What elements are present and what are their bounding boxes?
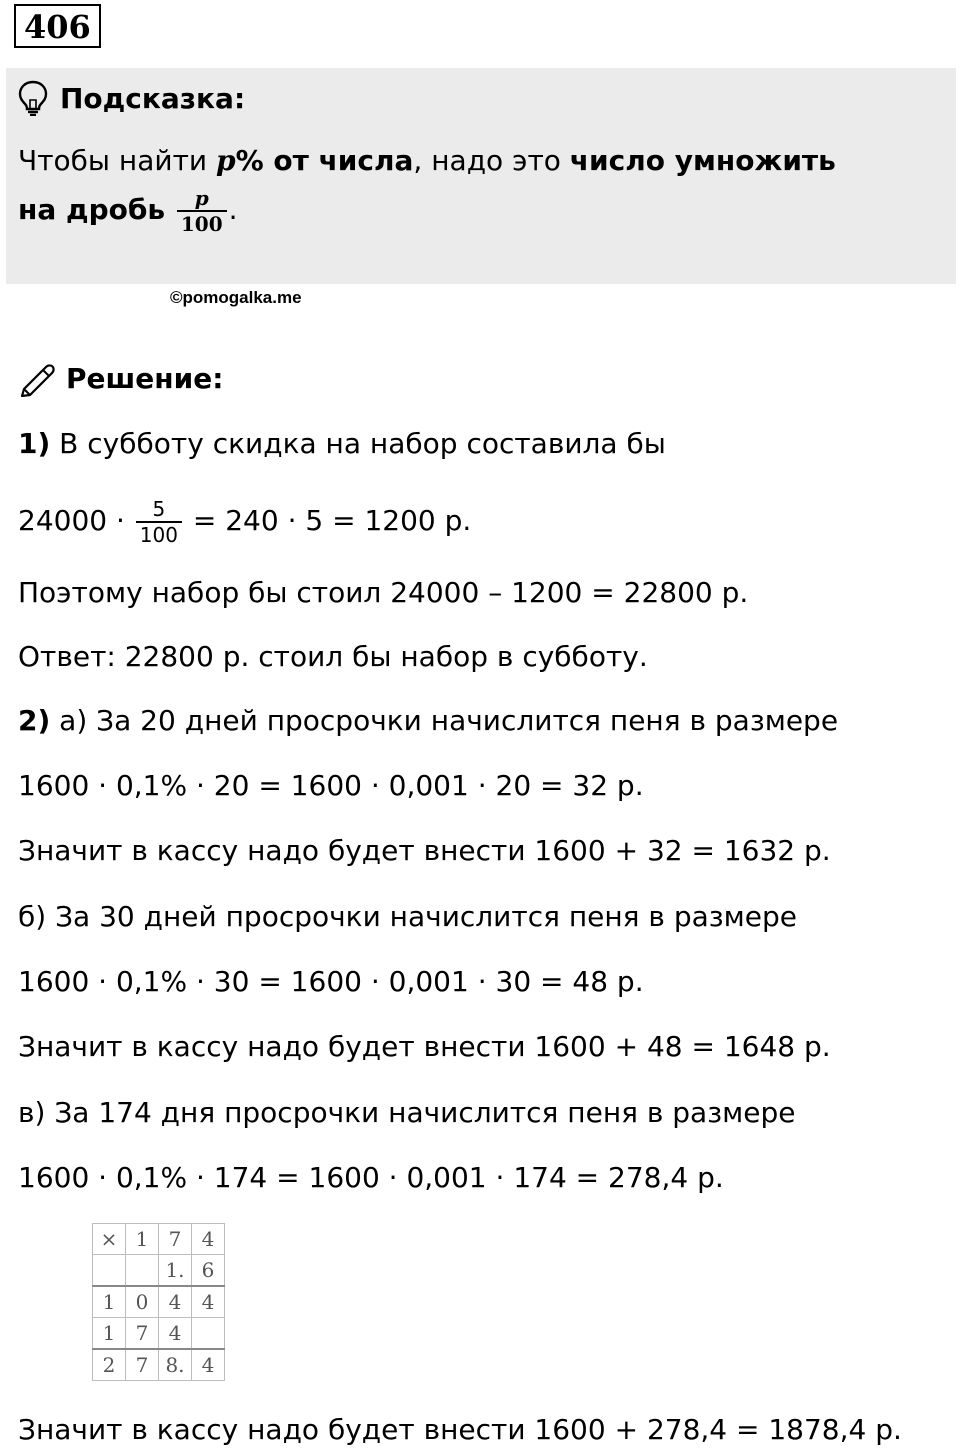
table-cell: 1 xyxy=(93,1318,126,1350)
solution-line-9: 1600 · 0,1% · 30 = 1600 · 0,001 · 30 = 48 р. xyxy=(18,965,644,998)
fraction-denominator: 100 xyxy=(139,523,178,547)
hint-text: . xyxy=(228,193,238,226)
copyright: ©pomogalka.me xyxy=(170,288,302,307)
table-cell: 1 xyxy=(126,1224,159,1255)
table-cell: 4 xyxy=(159,1286,192,1318)
hint-fraction xyxy=(177,186,227,236)
solution-fraction xyxy=(136,497,182,547)
solution-header xyxy=(18,358,223,398)
solution-line-5 xyxy=(18,704,838,738)
fraction-numerator: p xyxy=(177,186,227,212)
hint-bold-text: на дробь xyxy=(18,193,175,226)
hint-title: Подсказка: xyxy=(60,81,246,115)
table-row xyxy=(93,1286,225,1318)
hint-bold-text: число умножить xyxy=(569,144,836,177)
solution-line-1 xyxy=(18,427,666,461)
table-cell xyxy=(192,1318,225,1350)
lightbulb-icon xyxy=(16,80,50,116)
hint-text: Чтобы найти xyxy=(18,144,216,177)
solution-text: а) За 20 дней просрочки начислится пеня в размере xyxy=(50,704,839,737)
table-cell: 7 xyxy=(126,1349,159,1381)
table-cell: 0 xyxy=(126,1286,159,1318)
solution-line-10: Значит в кассу надо будет внести 1600 + 48 = 1648 р. xyxy=(18,1030,831,1063)
hint-text-line-1 xyxy=(18,144,836,177)
hint-bold-text: % от числа xyxy=(235,144,414,177)
table-cell: 1 xyxy=(93,1286,126,1318)
multiplication-table xyxy=(92,1223,225,1381)
task-number: 406 xyxy=(14,4,101,48)
table-cell: 8. xyxy=(159,1349,192,1381)
table-cell: 4 xyxy=(159,1318,192,1350)
table-cell: 2 xyxy=(93,1349,126,1381)
solution-line-4: Ответ: 22800 р. стоил бы набор в субботу. xyxy=(18,640,648,673)
table-row xyxy=(93,1255,225,1287)
table-cell xyxy=(93,1255,126,1287)
step-number: 2) xyxy=(18,704,51,737)
table-cell: 4 xyxy=(192,1224,225,1255)
solution-line-2 xyxy=(18,490,471,552)
fraction-numerator: 5 xyxy=(136,497,182,523)
hint-header xyxy=(16,80,245,116)
solution-line-7: Значит в кассу надо будет внести 1600 + 32 = 1632 р. xyxy=(18,834,831,867)
solution-text: = 240 · 5 = 1200 р. xyxy=(183,504,472,537)
solution-line-6: 1600 · 0,1% · 20 = 1600 · 0,001 · 20 = 32 р. xyxy=(18,769,644,802)
pencil-icon xyxy=(18,359,58,397)
table-row xyxy=(93,1224,225,1255)
hint-text: , надо это xyxy=(413,144,570,177)
table-row xyxy=(93,1318,225,1350)
table-cell: 7 xyxy=(159,1224,192,1255)
solution-title: Решение: xyxy=(66,361,224,395)
table-cell: 1. xyxy=(159,1255,192,1287)
table-cell xyxy=(126,1255,159,1287)
solution-line-8: б) За 30 дней просрочки начислится пеня в размере xyxy=(18,900,797,933)
table-cell: 4 xyxy=(192,1286,225,1318)
table-row xyxy=(93,1349,225,1381)
solution-line-11: в) За 174 дня просрочки начислится пеня в размере xyxy=(18,1096,796,1129)
step-number: 1) xyxy=(18,427,51,460)
table-cell: × xyxy=(93,1224,126,1255)
solution-line-12: 1600 · 0,1% · 174 = 1600 · 0,001 · 174 = 278,4 р. xyxy=(18,1161,724,1194)
solution-line-3: Поэтому набор бы стоил 24000 – 1200 = 22800 р. xyxy=(18,576,749,609)
table-cell: 7 xyxy=(126,1318,159,1350)
table-cell: 4 xyxy=(192,1349,225,1381)
fraction-denominator: 100 xyxy=(180,212,223,236)
hint-text-line-2 xyxy=(18,186,238,246)
solution-text: В субботу скидка на набор составила бы xyxy=(50,427,666,460)
hint-variable: p xyxy=(215,144,236,177)
table-cell: 6 xyxy=(192,1255,225,1287)
solution-line-13: Значит в кассу надо будет внести 1600 + 278,4 = 1878,4 р. xyxy=(18,1413,902,1446)
solution-text: 24000 · xyxy=(18,504,134,537)
